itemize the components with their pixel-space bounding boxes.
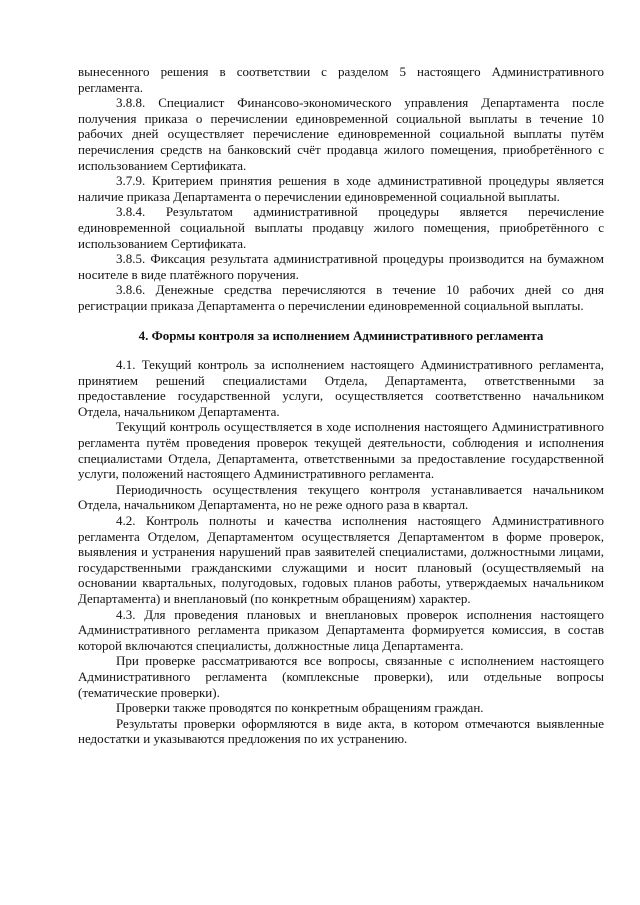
paragraph-3-8-5: 3.8.5. Фиксация результата административной процедуры производится на бумажном носителе в виде платёжного поручения.	[78, 251, 604, 282]
paragraph-inspection-scope: При проверке рассматриваются все вопросы, связанные с исполнением настоящего Административного регламента (комплексные проверки), или отдельные вопросы (тематические проверки).	[78, 653, 604, 700]
paragraph-inspection-results: Результаты проверки оформляются в виде акта, в котором отмечаются выявленные недостатки и указываются предложения по их устранению.	[78, 715, 604, 747]
paragraph-3-7-9: 3.7.9. Критерием принятия решения в ходе административной процедуры является наличие приказа Департамента о перечислении единовременной социальной выплаты.	[78, 173, 604, 204]
paragraph-4-1: 4.1. Текущий контроль за исполнением настоящего Административного регламента, принятием решений специалистами Отдела, Департамента, ответственными за предоставление государственной услуги, осуществляется соответственно начальником Отдела, начальником Департамента.	[78, 357, 604, 419]
paragraph-3-8-4: 3.8.4. Результатом административной процедуры является перечисление единовременной социальной выплаты продавцу жилого помещения, приобретённого с использованием Сертификата.	[78, 204, 604, 251]
paragraph-periodicity: Периодичность осуществления текущего контроля устанавливается начальником Отдела, начальником Департамента, но не реже одного раза в квартал.	[78, 481, 604, 513]
document-page	[78, 64, 604, 747]
paragraph-citizen-appeals: Проверки также проводятся по конкретным обращениям граждан.	[116, 700, 484, 716]
paragraph-4-3: 4.3. Для проведения плановых и внеплановых проверок исполнения настоящего Административного регламента приказом Департамента формируется комиссия, в состав которой включаются специалисты, должностные лица Департамента.	[78, 606, 604, 653]
paragraph-3-8-6: 3.8.6. Денежные средства перечисляются в течение 10 рабочих дней со дня регистрации приказа Департамента о перечислении единовременной социальной выплаты.	[78, 282, 604, 313]
paragraph-current-control: Текущий контроль осуществляется в ходе исполнения настоящего Административного регламента путём проведения проверок текущей деятельности, соблюдения и исполнения специалистами Отдела, Департамента, ответственными за предоставление государственной услуги, положений настоящего Административного регламента.	[78, 419, 604, 482]
paragraph-3-8-8: 3.8.8. Специалист Финансово-экономического управления Департамента после получения приказа о перечислении единовременной социальной выплаты в течение 10 рабочих дней осуществляет перечисление единовременной социальной выплаты путём перечисления средств на банковский счёт продавца жилого помещения, приобретённого с использованием Сертификата.	[78, 95, 604, 173]
section-heading: 4. Формы контроля за исполнением Административного регламента	[138, 327, 544, 343]
paragraph-4-2: 4.2. Контроль полноты и качества исполнения настоящего Административного регламента Отделом, Департаментом осуществляется Департаментом в форме проверок, выявления и устранения нарушений прав заявителей специалистами, должностными лицами, государственными гражданскими служащими и носит плановый (осуществляемый на основании квартальных, полугодовых, годовых планов работы, утверждаемых начальником Департамента) и внеплановый (по конкретным обращениям) характер.	[78, 513, 604, 606]
paragraph-continuation: вынесенного решения в соответствии с разделом 5 настоящего Административного регламента.	[78, 64, 604, 95]
